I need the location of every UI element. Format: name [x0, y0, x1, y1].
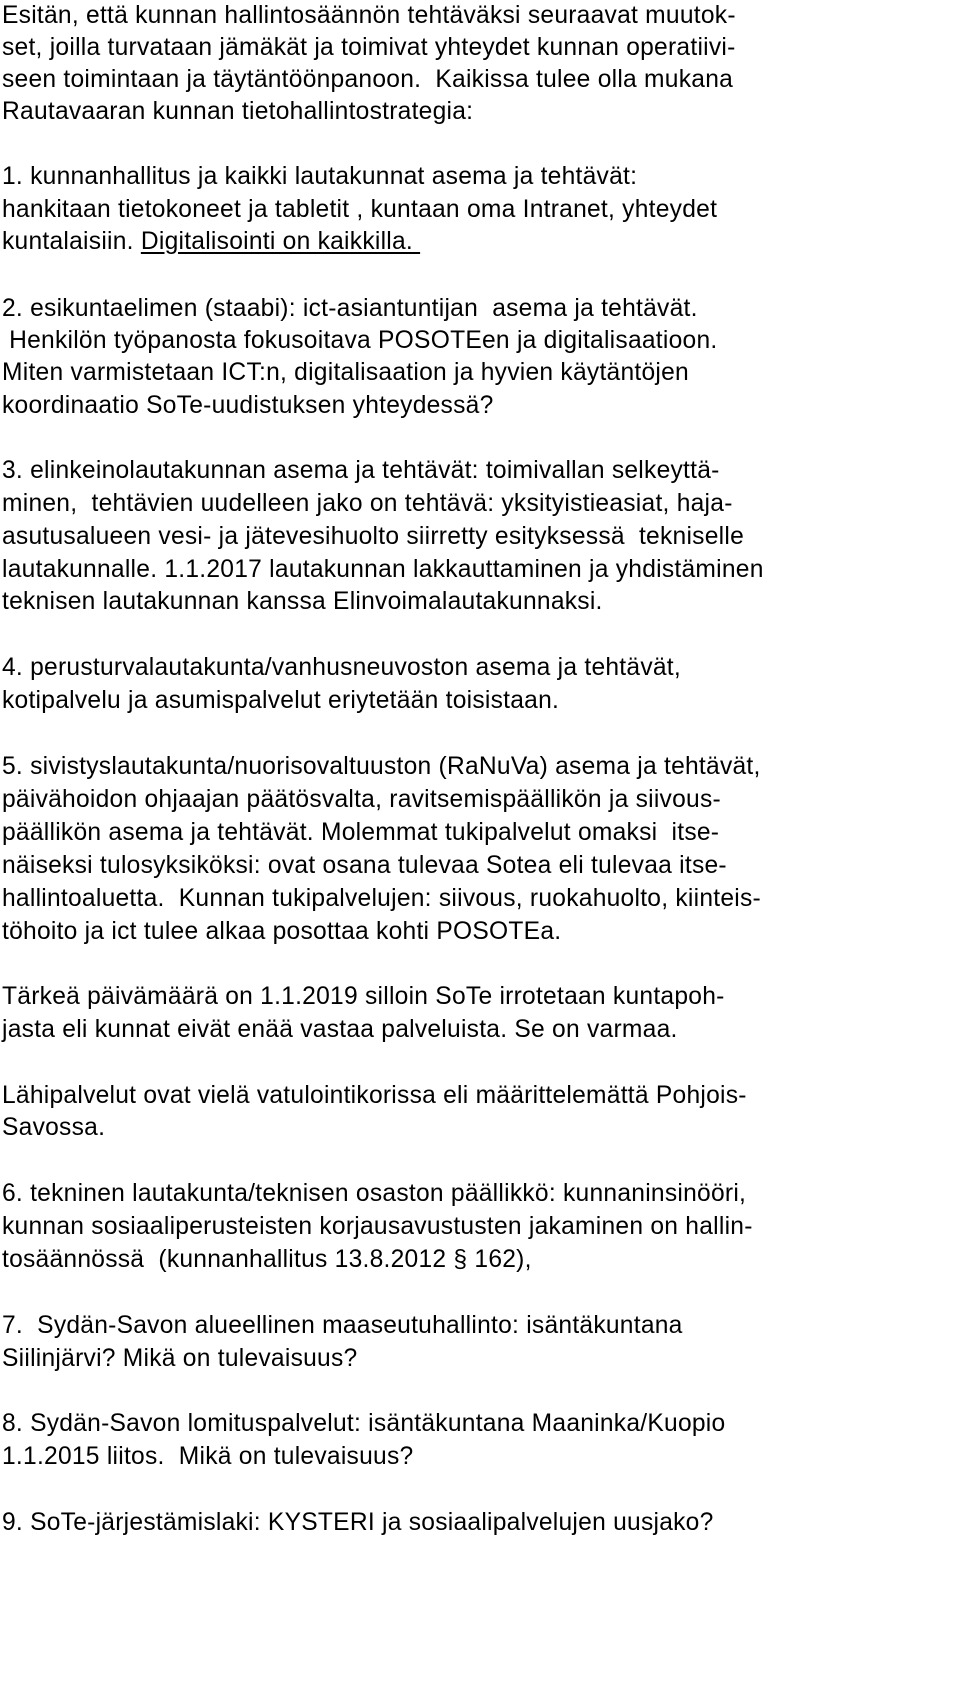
local-services-line-1: Lähipalvelut ovat vielä vatulointikorissa eli määrittelemättä Pohjois-: [2, 1082, 747, 1109]
item-3-line-2: minen, tehtävien uudelleen jako on tehtävä: yksityistieasiat, haja-: [2, 490, 733, 517]
item-4-line-1: 4. perusturvalautakunta/vanhusneuvoston asema ja tehtävät,: [2, 654, 681, 681]
key-date-line-1: Tärkeä päivämäärä on 1.1.2019 silloin SoTe irrotetaan kuntapoh-: [2, 983, 725, 1010]
digitalization-link-text: Digitalisointi on kaikkilla.: [140, 228, 421, 255]
item-9-line-1: 9. SoTe-järjestämislaki: KYSTERI ja sosiaalipalvelujen uusjako?: [2, 1509, 714, 1536]
item-6-line-2: kunnan sosiaaliperusteisten korjausavustusten jakaminen on hallin-: [2, 1213, 753, 1240]
item-5-line-1: 5. sivistyslautakunta/nuorisovaltuuston (RaNuVa) asema ja tehtävät,: [2, 753, 761, 780]
intro-line-4: Rautavaaran kunnan tietohallintostrategia:: [2, 98, 474, 125]
intro-line-1: Esitän, että kunnan hallintosäännön tehtäväksi seuraavat muutok-: [2, 2, 736, 29]
item-2-line-4: koordinaatio SoTe-uudistuksen yhteydessä?: [2, 392, 494, 419]
intro-line-3: seen toimintaan ja täytäntöönpanoon. Kaikissa tulee olla mukana: [2, 66, 734, 93]
item-7-line-2: Siilinjärvi? Mikä on tulevaisuus?: [2, 1345, 358, 1372]
item-5-line-4: näiseksi tulosyksiköksi: ovat osana tulevaa Sotea eli tulevaa itse-: [2, 852, 727, 879]
item-1-line-1: 1. kunnanhallitus ja kaikki lautakunnat asema ja tehtävät:: [2, 163, 638, 190]
item-6-line-1: 6. tekninen lautakunta/teknisen osaston päällikkö: kunnaninsinööri,: [2, 1180, 747, 1207]
item-1-line-3: [2, 227, 420, 257]
item-3-line-5: teknisen lautakunnan kanssa Elinvoimalautakunnaksi.: [2, 588, 603, 615]
item-5-line-3: päällikön asema ja tehtävät. Molemmat tukipalvelut omaksi itse-: [2, 819, 720, 846]
item-4-line-2: kotipalvelu ja asumispalvelut eriytetään toisistaan.: [2, 687, 560, 714]
item-2-line-1: 2. esikuntaelimen (staabi): ict-asiantuntijan asema ja tehtävät.: [2, 295, 698, 322]
local-services-line-2: Savossa.: [2, 1114, 106, 1141]
item-5-line-2: päivähoidon ohjaajan päätösvalta, ravitsemispäällikön ja siivous-: [2, 786, 721, 813]
key-date-line-2: jasta eli kunnat eivät enää vastaa palveluista. Se on varmaa.: [2, 1016, 678, 1043]
item-2-line-3: Miten varmistetaan ICT:n, digitalisaation ja hyvien käytäntöjen: [2, 359, 689, 386]
item-2-line-2: Henkilön työpanosta fokusoitava POSOTEen ja digitalisaatioon.: [2, 327, 718, 354]
item-3-line-1: 3. elinkeinolautakunnan asema ja tehtävät: toimivallan selkeyttä-: [2, 457, 720, 484]
item-1-text: kuntalaisiin.: [2, 228, 141, 255]
item-3-line-4: lautakunnalle. 1.1.2017 lautakunnan lakkauttaminen ja yhdistäminen: [2, 556, 764, 583]
item-7-line-1: 7. Sydän-Savon alueellinen maaseutuhallinto: isäntäkuntana: [2, 1312, 683, 1339]
item-8-line-2: 1.1.2015 liitos. Mikä on tulevaisuus?: [2, 1443, 414, 1470]
item-5-line-5: hallintoaluetta. Kunnan tukipalvelujen: siivous, ruokahuolto, kiinteis-: [2, 885, 761, 912]
item-5-line-6: töhoito ja ict tulee alkaa posottaa kohti POSOTEa.: [2, 918, 562, 945]
item-8-line-1: 8. Sydän-Savon lomituspalvelut: isäntäkuntana Maaninka/Kuopio: [2, 1410, 726, 1437]
item-3-line-3: asutusalueen vesi- ja jätevesihuolto siirretty esityksessä tekniselle: [2, 523, 744, 550]
item-6-line-3: tosäännössä (kunnanhallitus 13.8.2012 § 162),: [2, 1246, 532, 1273]
item-1-line-2: hankitaan tietokoneet ja tabletit , kuntaan oma Intranet, yhteydet: [2, 196, 718, 223]
intro-line-2: set, joilla turvataan jämäkät ja toimivat yhteydet kunnan operatiivi-: [2, 34, 736, 61]
